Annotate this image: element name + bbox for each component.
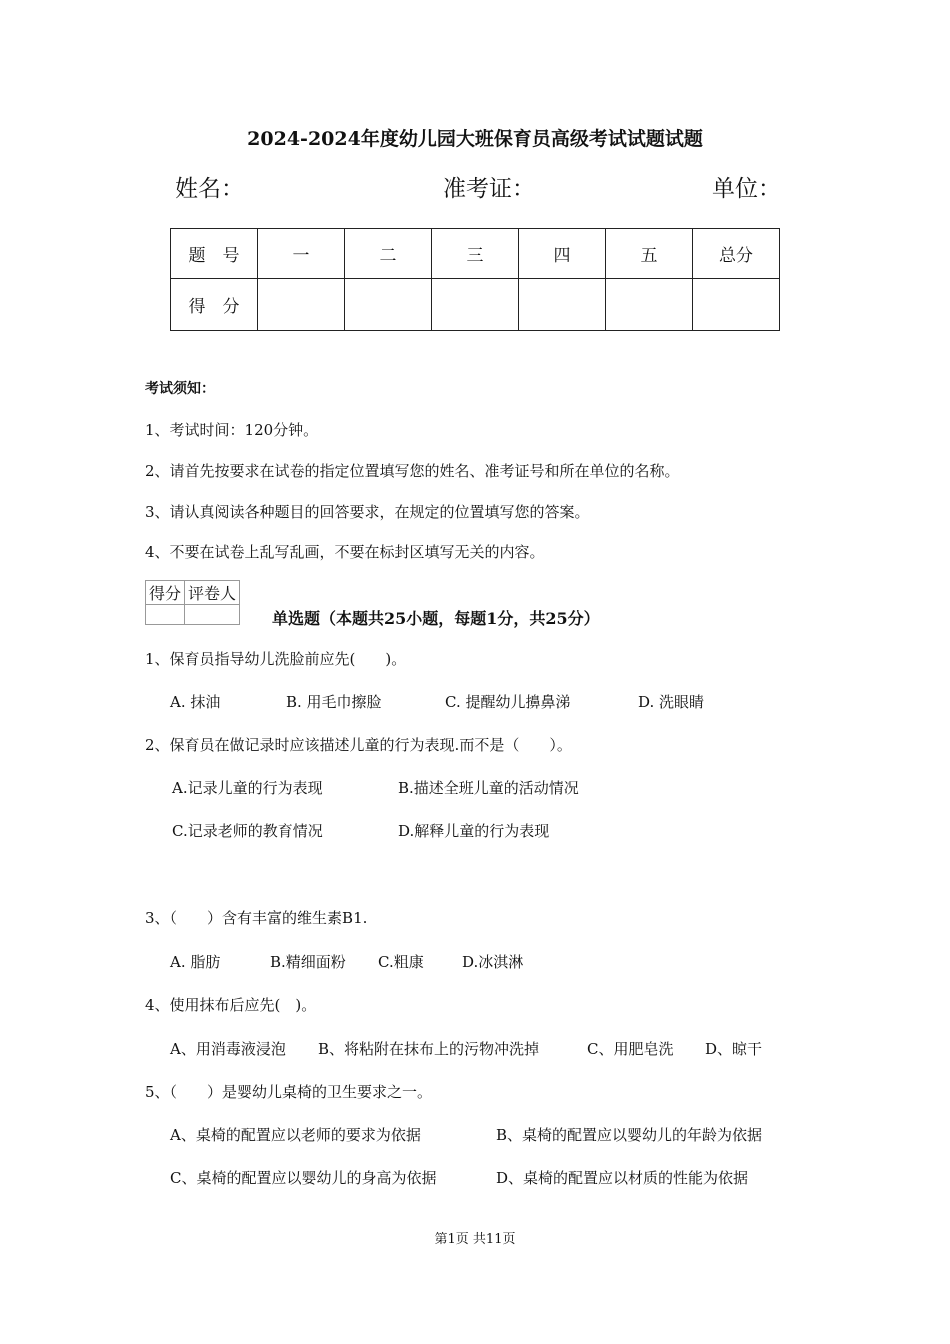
score-table-score-row xyxy=(171,279,780,331)
question-stem: 1、保育员指导幼儿洗脸前应先( )。 xyxy=(145,650,407,668)
question-option[interactable]: D、桌椅的配置应以材质的性能为依据 xyxy=(496,1169,749,1187)
grader-reviewer-label: 评卷人 xyxy=(185,581,240,605)
question-option[interactable]: B、桌椅的配置应以婴幼儿的年龄为依据 xyxy=(496,1126,763,1144)
score-input-cell[interactable] xyxy=(432,279,519,331)
question-option[interactable]: C. 提醒幼儿擤鼻涕 xyxy=(445,693,571,711)
question-stem: 4、使用抹布后应先( )。 xyxy=(145,996,317,1014)
score-table-cell: 四 xyxy=(519,229,606,279)
score-table xyxy=(170,228,780,331)
grader-reviewer-cell[interactable] xyxy=(185,605,240,625)
score-table-cell: 题 号 xyxy=(171,229,258,279)
question-option[interactable]: B.描述全班儿童的活动情况 xyxy=(398,779,579,797)
unit-field-label: 单位： xyxy=(712,176,781,202)
grader-score-cell[interactable] xyxy=(146,605,185,625)
question-option[interactable]: D.解释儿童的行为表现 xyxy=(398,822,550,840)
grader-box xyxy=(145,580,240,625)
question-stem: 5、（ ）是婴幼儿桌椅的卫生要求之一。 xyxy=(145,1083,433,1101)
question-option[interactable]: A、用消毒液浸泡 xyxy=(170,1040,286,1058)
question-option[interactable]: B. 用毛巾擦脸 xyxy=(286,693,382,711)
question-option[interactable]: B.精细面粉 xyxy=(270,953,346,971)
question-option[interactable]: D、晾干 xyxy=(705,1040,763,1058)
question-option[interactable]: D.冰淇淋 xyxy=(462,953,524,971)
question-option[interactable]: A、桌椅的配置应以老师的要求为依据 xyxy=(170,1126,421,1144)
score-input-cell[interactable] xyxy=(606,279,693,331)
notice-item: 2、请首先按要求在试卷的指定位置填写您的姓名、准考证号和所在单位的名称。 xyxy=(145,462,680,480)
score-input-cell[interactable] xyxy=(345,279,432,331)
score-table-cell: 总分 xyxy=(693,229,780,279)
question-stem: 2、保育员在做记录时应该描述儿童的行为表现.而不是（ ）。 xyxy=(145,736,572,754)
question-option[interactable]: C.记录老师的教育情况 xyxy=(172,822,323,840)
question-option[interactable]: A. 脂肪 xyxy=(170,953,221,971)
page-title: 2024-2024年度幼儿园大班保育员高级考试试题试题 xyxy=(247,128,703,150)
notice-item: 4、不要在试卷上乱写乱画，不要在标封区填写无关的内容。 xyxy=(145,543,545,561)
grader-score-label: 得分 xyxy=(146,581,185,605)
score-table-cell: 三 xyxy=(432,229,519,279)
score-input-cell[interactable] xyxy=(693,279,780,331)
question-option[interactable]: D. 洗眼睛 xyxy=(638,693,705,711)
notice-item: 1、考试时间：120分钟。 xyxy=(145,421,319,439)
page-footer: 第1页 共11页 xyxy=(434,1232,516,1247)
question-option[interactable]: A. 抹油 xyxy=(170,693,221,711)
notice-item: 3、请认真阅读各种题目的回答要求，在规定的位置填写您的答案。 xyxy=(145,503,590,521)
question-option[interactable]: C、用肥皂洗 xyxy=(587,1040,674,1058)
question-option[interactable]: B、将粘附在抹布上的污物冲洗掉 xyxy=(318,1040,540,1058)
score-table-row-label: 得 分 xyxy=(171,279,258,331)
name-field-label: 姓名： xyxy=(175,176,244,202)
score-table-cell: 一 xyxy=(258,229,345,279)
score-table-cell: 五 xyxy=(606,229,693,279)
score-input-cell[interactable] xyxy=(519,279,606,331)
question-option[interactable]: C.粗康 xyxy=(378,953,424,971)
score-table-cell: 二 xyxy=(345,229,432,279)
score-table-header-row xyxy=(171,229,780,279)
section-title: 单选题（本题共25小题，每题1分，共25分） xyxy=(272,609,600,628)
score-input-cell[interactable] xyxy=(258,279,345,331)
question-stem: 3、（ ）含有丰富的维生素B1. xyxy=(145,909,368,927)
question-option[interactable]: C、桌椅的配置应以婴幼儿的身高为依据 xyxy=(170,1169,437,1187)
question-option[interactable]: A.记录儿童的行为表现 xyxy=(172,779,323,797)
notice-heading: 考试须知： xyxy=(145,381,215,397)
exam-id-field-label: 准考证： xyxy=(443,176,535,202)
